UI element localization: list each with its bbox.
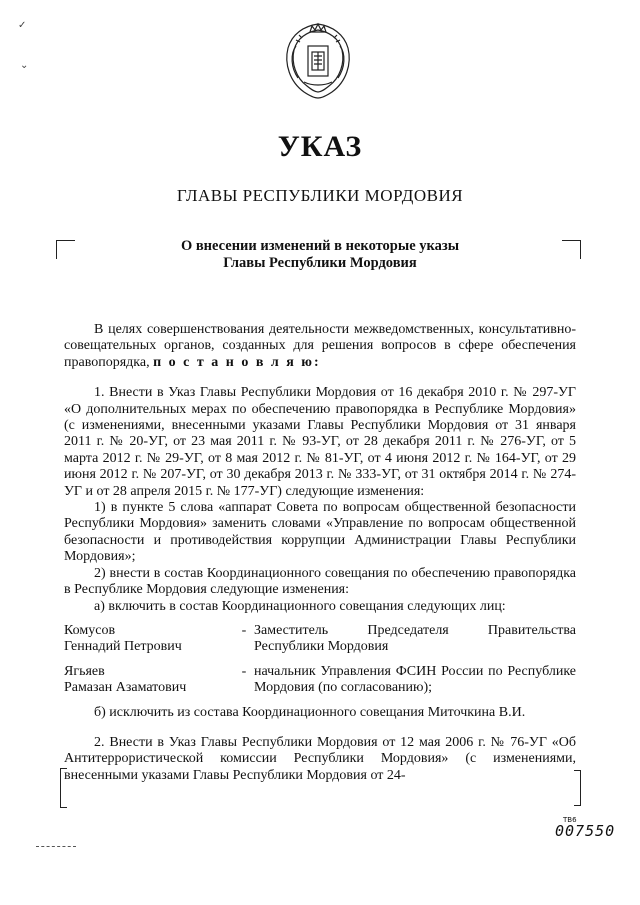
person-dash: - — [241, 663, 247, 679]
coat-of-arms-emblem — [282, 20, 354, 100]
document-body — [64, 322, 576, 784]
heading-corner-left — [56, 240, 75, 259]
person-given-name: Геннадий Петрович — [64, 639, 182, 655]
item-1-2-paragraph: 2) внести в состав Координационного совещания по обеспечению правопорядка в Республике Мордовия следующие изменения: — [64, 565, 576, 598]
item-2-paragraph: 2. Внести в Указ Главы Республики Мордовия от 12 мая 2006 г. № 76-УГ «Об Антитеррористической комиссии Республики Мордовия» (с изменениями, внесенными указами Главы Республики Мордовия от 24- — [64, 734, 576, 783]
person-surname: Ягьяев — [64, 663, 105, 679]
item-1-paragraph: 1. Внести в Указ Главы Республики Мордовия от 16 декабря 2010 г. № 297-УГ «О дополнительных мерах по обеспечению правопорядка в Республике Мордовия» (с изменениями, внесенными указами Главы Республики Мордовия от 31 января 2011 г. № 20-УГ, от 23 мая 2011 г. № 93-УГ, от 28 декабря 2011 г. № 276-УГ, от 5 марта 2012 г. № 29-УГ, от 8 мая 2012 г. № 81-УГ, от 4 июня 2012 г. № 164-УГ, от 29 июня 2012 г. № 207-УГ, от 30 декабря 2013 г. № 333-УГ, от 31 октября 2014 г. № 274-УГ и от 28 апреля 2015 г. № 177-УГ) следующие изменения: — [64, 385, 576, 499]
person-entry — [64, 664, 576, 697]
item-1-2b-paragraph: б) исключить из состава Координационного совещания Миточкина В.И. — [94, 704, 526, 720]
item-1-1-paragraph: 1) в пункте 5 слова «аппарат Совета по вопросам общественной безопасности Республики Мордовия» заменить словами «Управление по вопросам общественной безопасности и противодействия коррупции Администрации Главы Республики Мордовия»; — [64, 500, 576, 565]
margin-tick-mark: ✓ — [18, 20, 27, 31]
person-position: начальник Управления ФСИН России по Республике Мордовия (по согласованию); — [254, 663, 576, 696]
document-serial-number: 007550 — [555, 822, 616, 840]
heading-line: О внесении изменений в некоторые указы — [180, 238, 460, 254]
intro-paragraph — [64, 322, 576, 371]
margin-bracket-right — [574, 770, 581, 806]
resolve-word: п о с т а н о в л я ю: — [153, 354, 321, 370]
person-given-name: Рамазан Азаматович — [64, 680, 187, 696]
person-name — [64, 623, 234, 656]
person-dash: - — [241, 622, 247, 638]
intro-text: В целях совершенствования деятельности межведомственных, консультативно-совещательных органов, созданных для решения вопросов в сфере обеспечения правопорядка, — [64, 322, 576, 370]
item-1-2a-paragraph: а) включить в состав Координационного совещания следующих лиц: — [94, 598, 506, 614]
margin-bracket-left — [60, 768, 67, 808]
heading-corner-right — [562, 240, 581, 259]
person-surname: Комусов — [64, 622, 116, 638]
heading-line: Главы Республики Мордовия — [223, 255, 417, 271]
person-entry — [64, 623, 576, 656]
person-position: Заместитель Председателя Правительства Республики Мордовия — [254, 622, 576, 655]
document-subtitle: ГЛАВЫ РЕСПУБЛИКИ МОРДОВИЯ — [176, 186, 464, 205]
margin-tick-mark: ⌄ — [20, 60, 29, 71]
stamp-code: ТВ6 — [563, 816, 577, 824]
person-name — [64, 664, 234, 697]
footer-dashed-line — [36, 846, 76, 847]
document-title: УКАЗ — [277, 130, 363, 163]
document-heading — [120, 238, 520, 272]
